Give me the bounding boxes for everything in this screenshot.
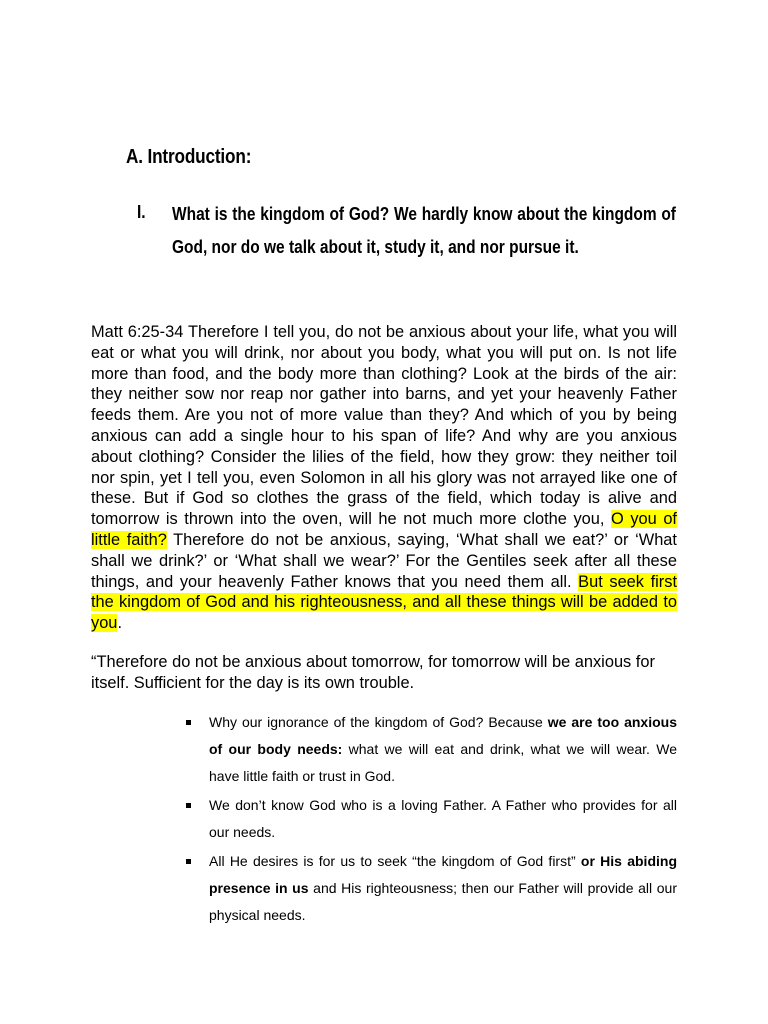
list-item [186, 848, 677, 929]
scripture-text-part2: Therefore do not be anxious, saying, ‘What shall we eat?’ or ‘What shall we drink?’ or ‘What shall we wear?’ For the Gentiles seek after all these things, and your heavenly Father knows that you need them all. [91, 530, 677, 591]
bullet-text: what we will eat and drink, what we will wear. We have little faith or trust in God. [209, 741, 677, 784]
highlight-seek-kingdom: But seek first the kingdom of God and his righteousness, and all these things will be added to you [91, 572, 677, 633]
square-bullet-icon [186, 859, 191, 864]
section-heading: A. Introduction: [126, 146, 252, 168]
bullet-list [186, 709, 677, 931]
scripture-text-part1: Matt 6:25-34 Therefore I tell you, do not be anxious about your life, what you will eat or what you will drink, nor about you body, what you will put on. Is not life more than food, and the body more than clothing? Look at the birds of the air: they neither sow nor reap nor gather into barns, and yet your heavenly Father feeds them. Are you not of more value than they? And which of you by being anxious can add a single hour to his span of life? And why are you anxious about clothing? Consider the lilies of the field, how they grow: they neither toil nor spin, yet I tell you, even Solomon in all his glory was not arrayed like one of these. But if God so clothes the grass of the field, which today is alive and tomorrow is thrown into the oven, will he not much more clothe you, [91, 323, 677, 529]
square-bullet-icon [186, 803, 191, 808]
tomorrow-paragraph: “Therefore do not be anxious about tomorrow, for tomorrow will be anxious for itself. Sufficient for the day is its own trouble. [91, 653, 655, 692]
bullet-text: All He desires is for us to seek “the kingdom of God first” [209, 853, 581, 869]
highlight-little-faith: O you of little faith? [91, 510, 677, 549]
bullet-bold-text: we are too anxious of our body needs: [209, 714, 677, 757]
question-text: What is the kingdom of God? We hardly know about the kingdom of God, nor do we talk about it, study it, and nor pursue it. [172, 204, 676, 257]
scripture-text-end: . [117, 614, 122, 633]
bullet-text: We don’t know God who is a loving Father. A Father who provides for all our needs. [209, 797, 677, 840]
square-bullet-icon [186, 720, 191, 725]
list-item [186, 792, 677, 846]
bullet-bold-text: or His abiding presence in us [209, 853, 677, 896]
scripture-paragraph [91, 322, 677, 634]
roman-numeral-label: I. [137, 202, 146, 222]
bullet-text: and His righteousness; then our Father will provide all our physical needs. [209, 880, 678, 923]
bullet-text: Why our ignorance of the kingdom of God? Because [209, 714, 548, 730]
list-item [186, 709, 677, 790]
